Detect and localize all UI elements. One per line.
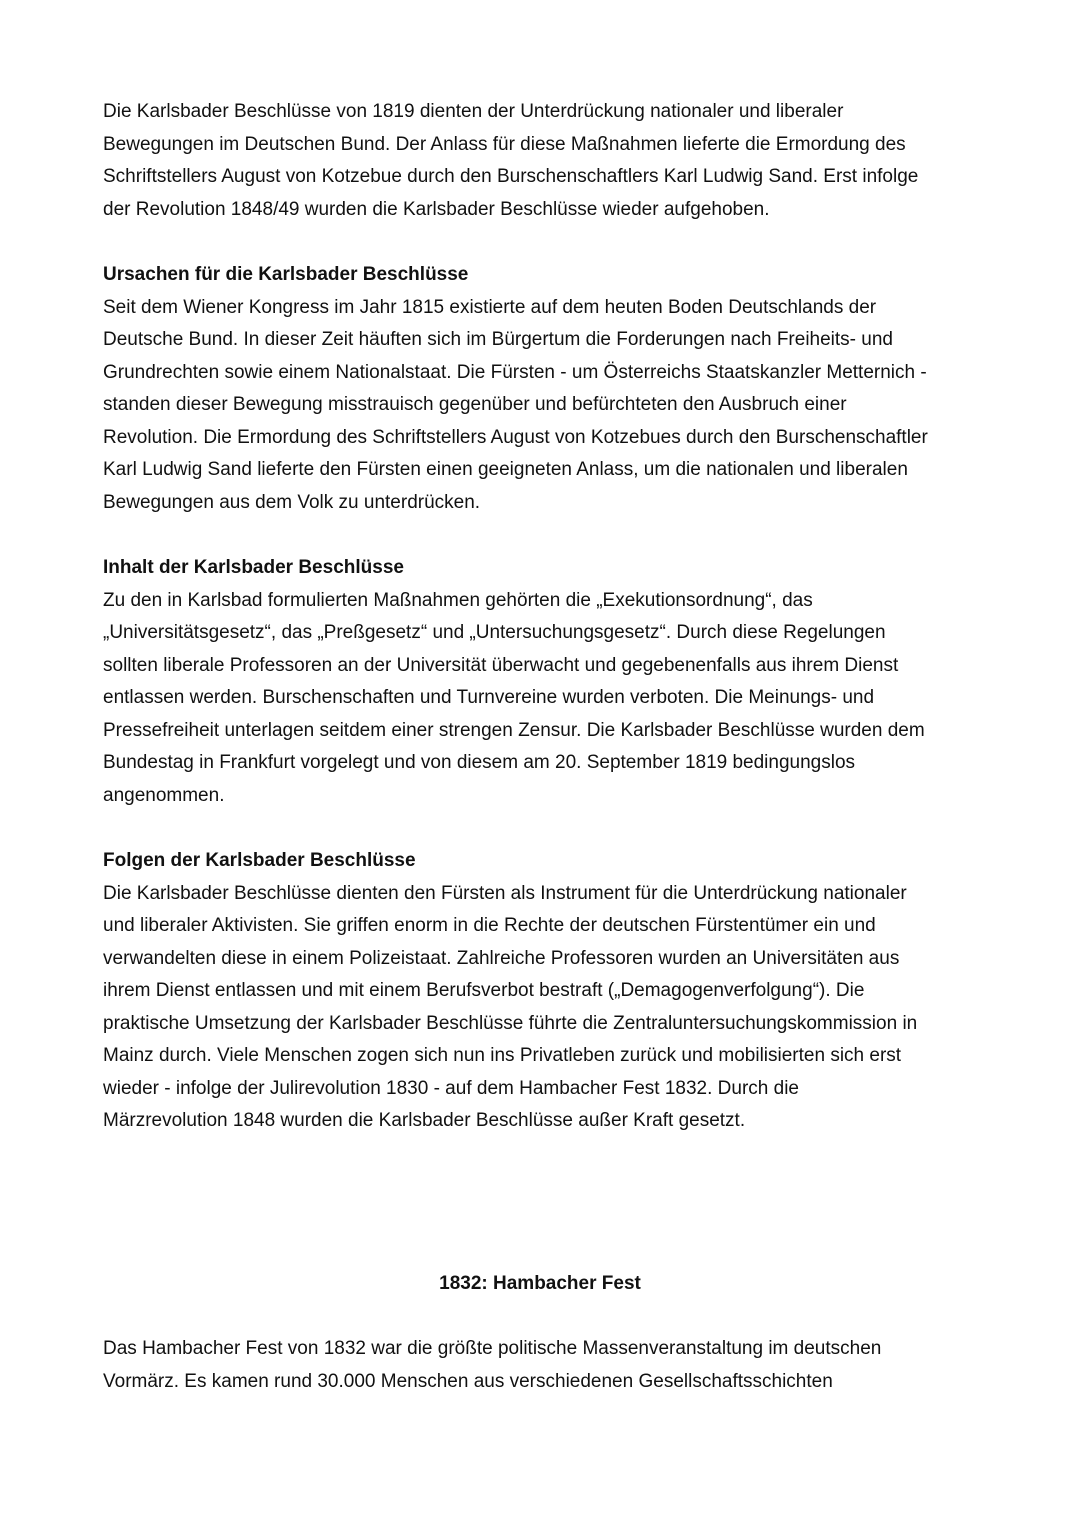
section-line: Bewegungen aus dem Volk zu unterdrücken. xyxy=(103,491,481,513)
intro-line: Bewegungen im Deutschen Bund. Der Anlass für diese Maßnahmen lieferte die Ermordung des xyxy=(103,133,906,155)
section-line: entlassen werden. Burschenschaften und Turnvereine wurden verboten. Die Meinungs- und xyxy=(103,687,875,708)
hambach-title: 1832: Hambacher Fest xyxy=(439,1272,641,1294)
section-line: Zu den in Karlsbad formulierten Maßnahmen gehörten die „Exekutionsordnung“, das xyxy=(103,589,813,611)
paragraph-spacer xyxy=(103,226,983,259)
intro-line: Schriftstellers August von Kotzebue durch den Burschenschaftlers Karl Ludwig Sand. Erst infolge xyxy=(103,166,919,187)
section-line: Grundrechten sowie einem Nationalstaat. Die Fürsten - um Österreichs Staatskanzler Metternich - xyxy=(103,361,927,383)
section-line: und liberaler Aktivisten. Sie griffen enorm in die Rechte der deutschen Fürstentümer ein und xyxy=(103,915,876,936)
intro-line: Die Karlsbader Beschlüsse von 1819 dienten der Unterdrückung nationaler und liberaler xyxy=(103,101,844,122)
section-consequences xyxy=(103,845,983,1138)
section-content xyxy=(103,552,983,812)
intro-line: der Revolution 1848/49 wurden die Karlsbader Beschlüsse wieder aufgehoben. xyxy=(103,198,770,220)
hambach-line: Das Hambacher Fest von 1832 war die größte politische Massenveranstaltung im deutschen xyxy=(103,1338,882,1359)
section-line: Mainz durch. Viele Menschen zogen sich nun ins Privatleben zurück und mobilisierten sich erst xyxy=(103,1045,902,1066)
section-line: ihrem Dienst entlassen und mit einem Berufsverbot bestraft („Demagogenverfolgung“). Die xyxy=(103,980,865,1001)
section-heading: Inhalt der Karlsbader Beschlüsse xyxy=(103,557,404,578)
section-line: Märzrevolution 1848 wurden die Karlsbader Beschlüsse außer Kraft gesetzt. xyxy=(103,1110,746,1131)
paragraph-spacer xyxy=(103,1300,983,1333)
section-line: Revolution. Die Ermordung des Schriftstellers August von Kotzebues durch den Burschenschaftler xyxy=(103,426,928,448)
section-line: sollten liberale Professoren an der Universität überwacht und gegebenenfalls aus ihrem Dienst xyxy=(103,654,899,676)
section-line: „Universitätsgesetz“, das „Preßgesetz“ und „Untersuchungsgesetz“. Durch diese Regelungen xyxy=(103,622,886,643)
section-line: wieder - infolge der Julirevolution 1830 - auf dem Hambacher Fest 1832. Durch die xyxy=(103,1077,799,1099)
section-line: Seit dem Wiener Kongress im Jahr 1815 existierte auf dem heuten Boden Deutschlands der xyxy=(103,296,877,318)
paragraph-spacer xyxy=(103,812,983,845)
section-line: praktische Umsetzung der Karlsbader Beschlüsse führte die Zentraluntersuchungskommission in xyxy=(103,1012,918,1034)
section-line: angenommen. xyxy=(103,784,225,806)
section-line: Pressefreiheit unterlagen seitdem einer strengen Zensur. Die Karlsbader Beschlüsse wurden dem xyxy=(103,719,925,741)
paragraph-spacer xyxy=(103,519,983,552)
section-heading: Folgen der Karlsbader Beschlüsse xyxy=(103,850,416,871)
section-line: verwandelten diese in einem Polizeistaat. Zahlreiche Professoren wurden an Universitäten aus xyxy=(103,947,900,969)
document-page xyxy=(103,96,983,1398)
hambach-section xyxy=(103,1268,983,1399)
section-line: Die Karlsbader Beschlüsse dienten den Fürsten als Instrument für die Unterdrückung nationaler xyxy=(103,882,907,904)
hambach-line: Vormärz. Es kamen rund 30.000 Menschen aus verschiedenen Gesellschaftsschichten xyxy=(103,1370,833,1392)
section-line: Karl Ludwig Sand lieferte den Fürsten einen geeigneten Anlass, um die nationalen und liberalen xyxy=(103,459,908,480)
intro-paragraph xyxy=(103,96,983,226)
section-line: standen dieser Bewegung misstrauisch gegenüber und befürchteten den Ausbruch einer xyxy=(103,394,847,415)
section-spacer xyxy=(103,1138,983,1268)
section-heading: Ursachen für die Karlsbader Beschlüsse xyxy=(103,264,469,285)
section-line: Bundestag in Frankfurt vorgelegt und von diesem am 20. September 1819 bedingungslos xyxy=(103,752,856,773)
section-line: Deutsche Bund. In dieser Zeit häuften sich im Bürgertum die Forderungen nach Freiheits- und xyxy=(103,329,893,350)
section-causes xyxy=(103,259,983,519)
